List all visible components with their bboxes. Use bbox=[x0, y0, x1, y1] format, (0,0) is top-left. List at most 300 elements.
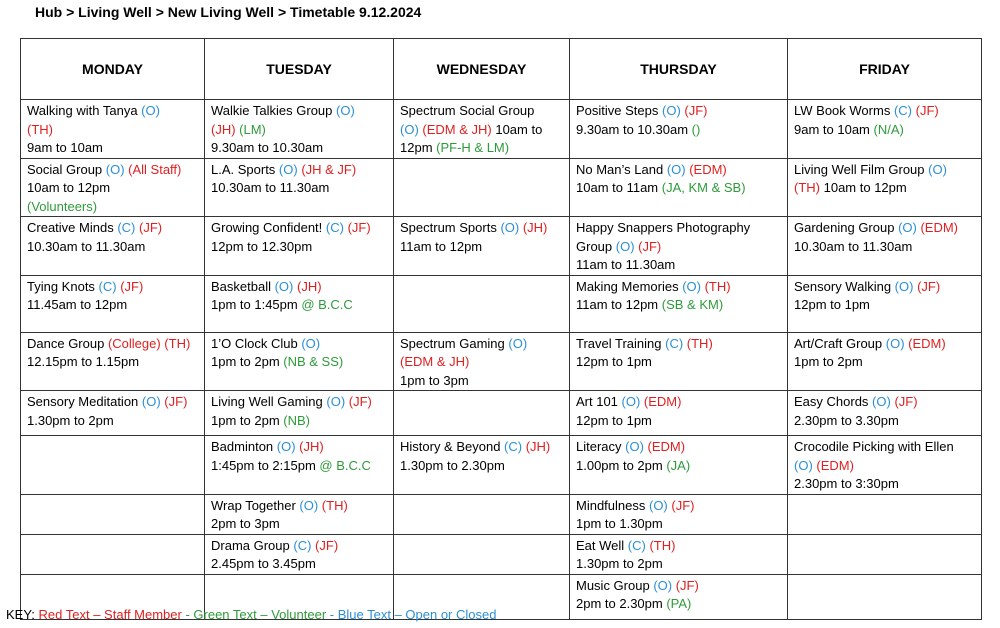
tuesday-cell bbox=[205, 275, 394, 332]
activity-text: (O) bbox=[648, 497, 672, 513]
activity-text: (C) bbox=[117, 220, 139, 235]
activity-text: Group bbox=[576, 238, 616, 254]
thursday-cell bbox=[570, 436, 788, 495]
wednesday-cell bbox=[394, 100, 570, 159]
activity-line bbox=[576, 515, 781, 534]
timetable bbox=[20, 38, 982, 620]
activity-line bbox=[576, 577, 781, 596]
activity-text: (JF) bbox=[164, 394, 188, 409]
activity-line bbox=[576, 238, 781, 257]
activity-text: 2pm to 2.30pm bbox=[576, 596, 667, 611]
activity-text: 2pm to 3pm bbox=[211, 516, 280, 531]
breadcrumb: Hub > Living Well > New Living Well > Timetable 9.12.2024 bbox=[35, 4, 422, 20]
activity-text: (C) bbox=[325, 220, 348, 235]
activity-text: Walkie Talkies Group bbox=[211, 103, 336, 118]
activity-line bbox=[211, 537, 387, 556]
timetable-body bbox=[21, 100, 982, 620]
activity-line bbox=[576, 537, 781, 556]
activity-line bbox=[211, 393, 387, 412]
activity-line bbox=[794, 353, 975, 372]
activity-text: 9am to 10am bbox=[794, 121, 874, 137]
activity-text: 1pm to 3pm bbox=[400, 372, 469, 388]
wednesday-cell bbox=[394, 217, 570, 276]
activity-text: (JF) bbox=[675, 577, 699, 593]
activity-text: (EDM) bbox=[908, 335, 946, 351]
activity-text: (N/A) bbox=[873, 121, 904, 137]
activity-text: Art 101 bbox=[576, 394, 622, 409]
table-row bbox=[21, 217, 982, 276]
activity-text: (C) bbox=[893, 103, 916, 118]
activity-line bbox=[27, 219, 198, 238]
activity-text: (O) bbox=[105, 161, 129, 177]
activity-line bbox=[27, 161, 198, 180]
activity-text: (TH) bbox=[704, 278, 731, 294]
activity-text: Art/Craft Group bbox=[794, 335, 886, 351]
activity-text: Happy Snappers Photography bbox=[576, 220, 751, 235]
activity-text: (EDM) bbox=[689, 161, 727, 177]
friday-cell bbox=[788, 332, 982, 391]
activity-line bbox=[576, 102, 781, 121]
thursday-cell bbox=[570, 534, 788, 574]
activity-text: (EDM) bbox=[647, 439, 686, 454]
activity-text: 10.30am to 11.30am bbox=[794, 238, 913, 254]
activity-line bbox=[27, 238, 198, 257]
activity-text: (O) bbox=[662, 103, 685, 118]
activity-line bbox=[576, 497, 781, 516]
activity-text: Music Group bbox=[576, 577, 654, 593]
friday-cell bbox=[788, 217, 982, 276]
activity-text: Spectrum Social Group bbox=[400, 103, 535, 118]
activity-line bbox=[211, 412, 387, 431]
activity-text: Basketball bbox=[211, 278, 275, 294]
activity-text: (EDM) bbox=[920, 220, 959, 235]
activity-text: Travel Training bbox=[576, 335, 666, 351]
activity-text: 2.30pm to 3.30pm bbox=[794, 412, 899, 428]
activity-text: (JF) bbox=[917, 278, 941, 294]
activity-text: (JH) bbox=[296, 278, 322, 294]
activity-text: Sensory Meditation bbox=[27, 394, 142, 409]
activity-text: (O) bbox=[666, 161, 690, 177]
activity-text: Sensory Walking bbox=[794, 278, 895, 294]
activity-text: (SB & KM) bbox=[661, 297, 724, 312]
activity-text: (O) bbox=[278, 161, 302, 177]
activity-line bbox=[576, 219, 781, 238]
activity-text: (JA) bbox=[666, 457, 691, 473]
activity-line bbox=[211, 161, 387, 180]
activity-line bbox=[576, 121, 781, 140]
activity-text: (JF) bbox=[671, 497, 695, 513]
activity-text: Spectrum Gaming bbox=[400, 335, 509, 351]
activity-line bbox=[794, 219, 975, 238]
tuesday-cell bbox=[205, 100, 394, 159]
activity-text: (O) bbox=[141, 103, 160, 118]
activity-line bbox=[400, 372, 563, 391]
monday-cell bbox=[21, 494, 205, 534]
wednesday-cell bbox=[394, 534, 570, 574]
activity-line bbox=[27, 179, 198, 198]
activity-text: 10.30am to 11.30am bbox=[211, 180, 330, 195]
activity-line bbox=[27, 335, 198, 354]
activity-line bbox=[211, 139, 387, 158]
activity-line bbox=[400, 438, 563, 457]
thursday-cell bbox=[570, 217, 788, 276]
activity-line bbox=[794, 475, 975, 494]
activity-line bbox=[576, 555, 781, 574]
monday-cell bbox=[21, 332, 205, 391]
activity-text: 1pm to 2pm bbox=[211, 354, 284, 369]
thursday-cell bbox=[570, 100, 788, 159]
activity-text: (JH) bbox=[299, 439, 324, 454]
activity-line bbox=[27, 412, 198, 431]
thursday-cell bbox=[570, 391, 788, 436]
activity-text: 11am to 12pm bbox=[576, 297, 662, 312]
activity-text: (JH & JF) bbox=[301, 161, 357, 177]
friday-cell bbox=[788, 574, 982, 619]
key-label: KEY: bbox=[6, 607, 39, 622]
activity-line bbox=[576, 438, 781, 457]
activity-text: Positive Steps bbox=[576, 103, 662, 118]
activity-text: @ B.C.C bbox=[319, 457, 371, 473]
tuesday-cell bbox=[205, 534, 394, 574]
activity-text: (O) bbox=[653, 577, 676, 593]
activity-text: (O) bbox=[141, 394, 165, 409]
activity-text: Eat Well bbox=[576, 537, 628, 553]
activity-text: (JA, KM & SB) bbox=[661, 180, 746, 195]
activity-text: (TH) bbox=[686, 335, 713, 351]
friday-cell bbox=[788, 391, 982, 436]
thursday-cell bbox=[570, 494, 788, 534]
key-blue: Blue Text – Open or Closed bbox=[337, 607, 497, 622]
table-row bbox=[21, 275, 982, 332]
activity-text: 9.30am to 10.30am bbox=[576, 121, 692, 137]
activity-line bbox=[400, 238, 563, 257]
activity-text: Growing Confident! bbox=[211, 220, 326, 235]
activity-text: (PF-H & LM) bbox=[436, 140, 510, 155]
activity-text: 12pm to 1pm bbox=[576, 354, 652, 369]
activity-text: Making Memories bbox=[576, 278, 683, 294]
activity-text: (O) bbox=[500, 220, 523, 235]
activity-line bbox=[576, 335, 781, 354]
activity-line bbox=[576, 457, 781, 476]
activity-text: (All Staff) bbox=[128, 161, 182, 177]
activity-line bbox=[211, 555, 387, 574]
activity-line bbox=[400, 219, 563, 238]
header-tuesday: TUESDAY bbox=[205, 39, 394, 100]
monday-cell bbox=[21, 391, 205, 436]
tuesday-cell bbox=[205, 494, 394, 534]
activity-text: (TH) bbox=[164, 335, 191, 351]
activity-text: Crocodile Picking with Ellen bbox=[794, 439, 954, 454]
activity-line bbox=[27, 139, 198, 158]
activity-text: (PA) bbox=[666, 596, 692, 611]
friday-cell bbox=[788, 100, 982, 159]
activity-text: 1.30pm to 2pm bbox=[27, 412, 114, 428]
activity-text: Living Well Gaming bbox=[211, 394, 327, 409]
activity-text: () bbox=[691, 121, 701, 137]
header-thursday: THURSDAY bbox=[570, 39, 788, 100]
activity-text: 1:45pm to 2:15pm bbox=[211, 457, 320, 473]
activity-text: 10am to 12pm bbox=[27, 180, 111, 195]
activity-line bbox=[211, 238, 387, 257]
tuesday-cell bbox=[205, 436, 394, 495]
activity-text: Gardening Group bbox=[794, 220, 899, 235]
activity-line bbox=[27, 121, 198, 140]
wednesday-cell bbox=[394, 332, 570, 391]
activity-text: Badminton bbox=[211, 439, 277, 454]
activity-text: (O) bbox=[299, 497, 322, 513]
activity-text: (JF) bbox=[138, 220, 163, 235]
activity-line bbox=[27, 198, 198, 217]
activity-text: (JF) bbox=[347, 220, 371, 235]
activity-text: (C) bbox=[293, 537, 316, 553]
activity-text: (TH) bbox=[321, 497, 348, 513]
activity-text: 12.15pm to 1.15pm bbox=[27, 354, 140, 369]
activity-text: (Volunteers) bbox=[27, 198, 98, 214]
activity-text: (JF) bbox=[915, 103, 939, 118]
monday-cell bbox=[21, 100, 205, 159]
activity-text: Social Group bbox=[27, 161, 106, 177]
activity-text: 12pm bbox=[400, 140, 437, 155]
activity-text: (O) bbox=[682, 278, 705, 294]
activity-text: (JH) bbox=[211, 121, 240, 137]
monday-cell bbox=[21, 534, 205, 574]
activity-text: (JH) bbox=[522, 220, 548, 235]
activity-text: (JF) bbox=[120, 278, 144, 294]
monday-cell bbox=[21, 275, 205, 332]
activity-line bbox=[794, 296, 975, 315]
activity-line bbox=[794, 238, 975, 257]
activity-text: (College) bbox=[107, 335, 165, 351]
thursday-cell bbox=[570, 332, 788, 391]
activity-text: Drama Group bbox=[211, 537, 294, 553]
thursday-cell bbox=[570, 275, 788, 332]
activity-line bbox=[211, 179, 387, 198]
activity-text: (O) bbox=[894, 278, 918, 294]
activity-line bbox=[576, 256, 781, 275]
activity-text: (O) bbox=[400, 121, 423, 137]
activity-line bbox=[27, 102, 198, 121]
activity-text: (C) bbox=[504, 439, 526, 454]
key-green: Green Text – Volunteer bbox=[193, 607, 327, 622]
header-monday: MONDAY bbox=[21, 39, 205, 100]
table-row bbox=[21, 158, 982, 217]
monday-cell bbox=[21, 436, 205, 495]
activity-line bbox=[794, 121, 975, 140]
activity-text: No Man’s Land bbox=[576, 161, 667, 177]
table-row bbox=[21, 436, 982, 495]
activity-text: 12pm to 12.30pm bbox=[211, 238, 313, 254]
activity-text: 9am to 10am bbox=[27, 140, 103, 155]
activity-text: 1.00pm to 2pm bbox=[576, 457, 667, 473]
wednesday-cell bbox=[394, 436, 570, 495]
activity-line bbox=[211, 457, 387, 476]
activity-text: 10am to bbox=[495, 121, 543, 137]
wednesday-cell bbox=[394, 391, 570, 436]
activity-line bbox=[576, 161, 781, 180]
activity-line bbox=[27, 278, 198, 297]
activity-line bbox=[211, 296, 387, 315]
activity-text: (C) bbox=[627, 537, 650, 553]
key-sep-2: - bbox=[326, 607, 338, 622]
activity-line bbox=[794, 412, 975, 431]
tuesday-cell bbox=[205, 391, 394, 436]
activity-text: 1’O Clock Club bbox=[211, 335, 302, 351]
activity-line bbox=[211, 335, 387, 354]
activity-text: Easy Chords bbox=[794, 394, 873, 409]
activity-text: Tying Knots bbox=[27, 278, 99, 294]
activity-text: 11am to 12pm bbox=[400, 238, 483, 254]
activity-text: 1pm to 1:45pm bbox=[211, 297, 302, 312]
activity-text: (O) bbox=[872, 394, 895, 409]
wednesday-cell bbox=[394, 275, 570, 332]
activity-text: Wrap Together bbox=[211, 497, 300, 513]
activity-line bbox=[576, 179, 781, 198]
thursday-cell bbox=[570, 158, 788, 217]
header-wednesday: WEDNESDAY bbox=[394, 39, 570, 100]
activity-line bbox=[794, 179, 975, 198]
header-friday: FRIDAY bbox=[788, 39, 982, 100]
activity-line bbox=[794, 393, 975, 412]
activity-text: 1pm to 2pm bbox=[794, 354, 863, 369]
activity-text: (O) bbox=[508, 335, 528, 351]
tuesday-cell bbox=[205, 158, 394, 217]
activity-text: (NB & SS) bbox=[283, 354, 344, 369]
activity-text: History & Beyond bbox=[400, 439, 505, 454]
activity-line bbox=[400, 353, 563, 372]
key-red: Red Text – Staff Member bbox=[38, 607, 182, 622]
activity-text: 1.30pm to 2pm bbox=[576, 556, 663, 571]
activity-line bbox=[400, 457, 563, 476]
activity-line bbox=[400, 335, 563, 354]
activity-text: 1pm to 2pm bbox=[211, 412, 284, 428]
activity-line bbox=[576, 353, 781, 372]
activity-text: (NB) bbox=[283, 412, 310, 428]
activity-text: (O) bbox=[615, 238, 639, 254]
wednesday-cell bbox=[394, 158, 570, 217]
activity-text: (TH) bbox=[27, 121, 53, 137]
activity-text: (LM) bbox=[239, 121, 266, 137]
activity-line bbox=[211, 353, 387, 372]
activity-line bbox=[576, 412, 781, 431]
tuesday-cell bbox=[205, 217, 394, 276]
activity-text: Living Well Film Group bbox=[794, 161, 929, 177]
activity-line bbox=[211, 219, 387, 238]
table-row bbox=[21, 100, 982, 159]
activity-text: Walking with Tanya bbox=[27, 103, 142, 118]
activity-text: 2.45pm to 3.45pm bbox=[211, 556, 316, 571]
activity-text: (JF) bbox=[348, 394, 372, 409]
activity-line bbox=[211, 121, 387, 140]
activity-line bbox=[211, 497, 387, 516]
activity-line bbox=[211, 515, 387, 534]
table-row bbox=[21, 332, 982, 391]
activity-line bbox=[794, 335, 975, 354]
activity-text: (JF) bbox=[315, 537, 339, 553]
activity-line bbox=[400, 102, 563, 121]
activity-line bbox=[794, 278, 975, 297]
monday-cell bbox=[21, 217, 205, 276]
activity-line bbox=[27, 353, 198, 372]
activity-text: (JH) bbox=[525, 439, 551, 454]
activity-line bbox=[794, 102, 975, 121]
monday-cell bbox=[21, 158, 205, 217]
activity-line bbox=[576, 296, 781, 315]
activity-line bbox=[576, 393, 781, 412]
activity-text: (EDM & JH) bbox=[422, 121, 496, 137]
activity-text: Spectrum Sports bbox=[400, 220, 501, 235]
friday-cell bbox=[788, 494, 982, 534]
activity-text: 12pm to 1pm bbox=[576, 412, 652, 428]
activity-text: (EDM & JH) bbox=[400, 354, 470, 369]
activity-line bbox=[576, 595, 781, 614]
activity-text: (JF) bbox=[638, 238, 662, 254]
activity-text: (O) bbox=[336, 103, 355, 118]
activity-text: 12pm to 1pm bbox=[794, 297, 870, 312]
activity-text: Dance Group bbox=[27, 335, 108, 351]
activity-text: 1.30pm to 2.30pm bbox=[400, 457, 505, 473]
activity-text: (O) bbox=[898, 220, 921, 235]
activity-text: (O) bbox=[274, 278, 297, 294]
key-sep-1: - bbox=[181, 607, 194, 622]
activity-text: (C) bbox=[665, 335, 687, 351]
wednesday-cell bbox=[394, 494, 570, 534]
activity-text: (TH) bbox=[794, 180, 824, 195]
activity-text: (O) bbox=[885, 335, 909, 351]
activity-text: 11am to 11.30am bbox=[576, 257, 676, 272]
activity-text: 10am to 11am bbox=[576, 180, 662, 195]
activity-text: 2.30pm to 3:30pm bbox=[794, 476, 899, 491]
friday-cell bbox=[788, 436, 982, 495]
activity-line bbox=[211, 278, 387, 297]
activity-text: LW Book Worms bbox=[794, 103, 894, 118]
activity-text: (O) bbox=[794, 457, 817, 473]
activity-text: (O) bbox=[625, 439, 648, 454]
table-row bbox=[21, 494, 982, 534]
activity-line bbox=[27, 296, 198, 315]
activity-text: (O) bbox=[276, 439, 300, 454]
activity-text: (O) bbox=[621, 394, 644, 409]
activity-text: 10am to 12pm bbox=[823, 180, 907, 195]
activity-text: 1pm to 1.30pm bbox=[576, 516, 663, 531]
activity-text: 11.45am to 12pm bbox=[27, 297, 128, 312]
activity-line bbox=[27, 393, 198, 412]
activity-text: Literacy bbox=[576, 439, 626, 454]
activity-text: @ B.C.C bbox=[301, 297, 353, 312]
activity-text: (JF) bbox=[684, 103, 708, 118]
activity-line bbox=[794, 438, 975, 457]
activity-line bbox=[211, 102, 387, 121]
activity-text: L.A. Sports bbox=[211, 161, 279, 177]
activity-line bbox=[576, 278, 781, 297]
color-key bbox=[6, 607, 496, 622]
activity-line bbox=[794, 161, 975, 180]
activity-line bbox=[794, 457, 975, 476]
friday-cell bbox=[788, 275, 982, 332]
friday-cell bbox=[788, 158, 982, 217]
thursday-cell bbox=[570, 574, 788, 619]
activity-text: 10.30am to 11.30am bbox=[27, 238, 146, 254]
activity-line bbox=[211, 438, 387, 457]
activity-text: Mindfulness bbox=[576, 497, 649, 513]
activity-line bbox=[400, 139, 563, 158]
activity-text: (C) bbox=[98, 278, 121, 294]
activity-text: (JF) bbox=[894, 394, 918, 409]
activity-text: (O) bbox=[301, 335, 321, 351]
table-row bbox=[21, 534, 982, 574]
activity-text: Creative Minds bbox=[27, 220, 118, 235]
activity-text: (EDM) bbox=[643, 394, 682, 409]
activity-text: (EDM) bbox=[816, 457, 854, 473]
